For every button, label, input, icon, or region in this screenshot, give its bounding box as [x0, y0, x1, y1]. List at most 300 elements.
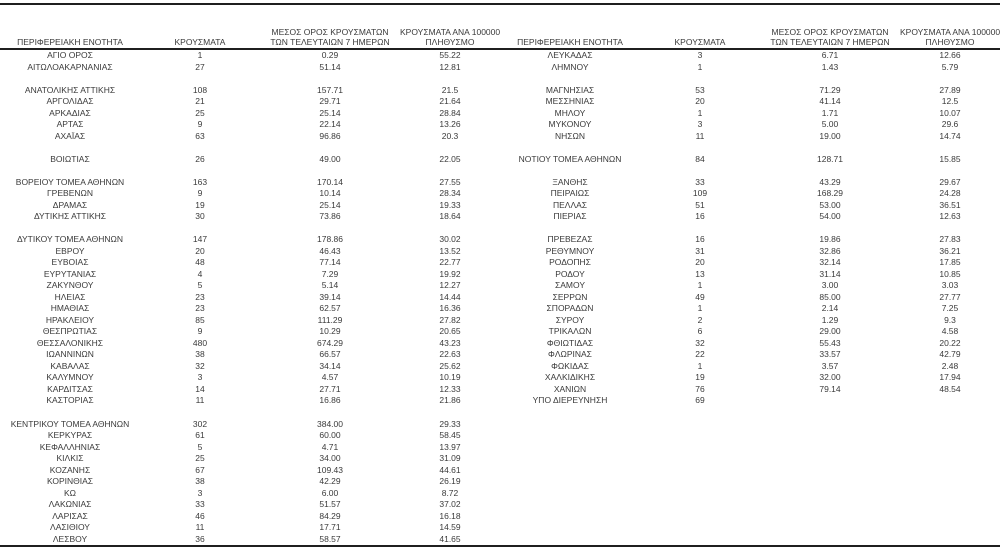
- avg7-value: 29.71: [319, 96, 341, 107]
- table-row: [0, 326, 500, 338]
- table-row: [0, 303, 500, 315]
- avg7-value: 1.29: [821, 314, 839, 325]
- avg7-value: 34.14: [319, 360, 341, 371]
- table-row: [500, 200, 1000, 212]
- table-row: [0, 108, 500, 120]
- region-name: [500, 73, 640, 85]
- spacer-row: [500, 142, 1000, 154]
- per100k-value: 16.18: [439, 510, 461, 521]
- avg7-value: 111.29: [317, 314, 343, 325]
- cases-value: 32: [195, 360, 205, 371]
- avg7-value: [260, 73, 400, 85]
- avg7-value: 85.00: [819, 291, 841, 302]
- cases-value: [140, 407, 260, 419]
- avg7-value: 157.71: [317, 84, 343, 95]
- col-header-avg7-line2: ΤΩΝ ΤΕΛΕΥΤΑΙΩΝ 7 ΗΜΕΡΩΝ: [270, 37, 390, 47]
- per100k-value: 27.82: [439, 314, 461, 325]
- table-row: [0, 315, 500, 327]
- table-row: [500, 292, 1000, 304]
- cases-value: 6: [697, 326, 703, 337]
- region-name: ΑΡΤΑΣ: [56, 119, 84, 130]
- region-name: ΞΑΝΘΗΣ: [552, 176, 588, 187]
- per100k-value: 28.84: [439, 107, 461, 118]
- table-row: [0, 234, 500, 246]
- col-header-avg7: [260, 27, 400, 47]
- region-name: ΕΥΡΥΤΑΝΙΑΣ: [43, 268, 97, 279]
- table-row: [0, 119, 500, 131]
- region-name: ΔΡΑΜΑΣ: [52, 199, 88, 210]
- per100k-value: 19.33: [439, 199, 461, 210]
- cases-value: 30: [195, 211, 205, 222]
- per100k-value: 21.64: [439, 96, 461, 107]
- per100k-value: 26.19: [439, 476, 461, 487]
- table-row: [500, 177, 1000, 189]
- cases-value: 21: [195, 96, 205, 107]
- table-row: [500, 108, 1000, 120]
- per100k-value: 7.25: [941, 303, 959, 314]
- avg7-value: 53.00: [819, 199, 841, 210]
- avg7-value: 60.00: [319, 430, 341, 441]
- avg7-value: 27.71: [319, 383, 341, 394]
- per100k-value: 29.33: [439, 418, 461, 429]
- cases-value: 27: [195, 61, 205, 72]
- cases-value: 11: [195, 522, 205, 533]
- region-name: ΒΟΙΩΤΙΑΣ: [50, 153, 90, 164]
- avg7-value: 42.29: [319, 476, 341, 487]
- avg7-value: 3.57: [821, 360, 839, 371]
- table-row: [500, 211, 1000, 223]
- avg7-value: 77.14: [319, 257, 341, 268]
- region-name: ΡΕΘΥΜΝΟΥ: [545, 245, 595, 256]
- cases-value: 9: [197, 119, 203, 130]
- per100k-value: 25.62: [439, 360, 461, 371]
- per100k-value: 10.85: [939, 268, 961, 279]
- cases-value: 9: [197, 188, 203, 199]
- avg7-value: 96.86: [319, 130, 341, 141]
- col-header-avg7-line2: ΤΩΝ ΤΕΛΕΥΤΑΙΩΝ 7 ΗΜΕΡΩΝ: [770, 37, 890, 47]
- avg7-value: 79.14: [819, 383, 841, 394]
- table-row: [500, 280, 1000, 292]
- col-header-avg7: [760, 27, 900, 47]
- avg7-value: 43.29: [819, 176, 841, 187]
- cases-value: 20: [695, 257, 705, 268]
- avg7-value: 84.29: [319, 510, 341, 521]
- avg7-value: 62.57: [319, 303, 341, 314]
- per100k-value: 31.09: [439, 453, 461, 464]
- region-name: ΑΡΓΟΛΙΔΑΣ: [46, 96, 94, 107]
- avg7-value: 34.00: [319, 453, 341, 464]
- region-name: ΚΟΖΑΝΗΣ: [49, 464, 91, 475]
- region-name: ΡΟΔΟΠΗΣ: [549, 257, 591, 268]
- avg7-value: 25.14: [319, 199, 341, 210]
- avg7-value: 66.57: [319, 349, 341, 360]
- table-row: [0, 246, 500, 258]
- table-row: [0, 442, 500, 454]
- per100k-value: 27.55: [439, 176, 461, 187]
- cases-value: 13: [695, 268, 705, 279]
- region-name: ΑΙΤΩΛΟΑΚΑΡΝΑΝΙΑΣ: [27, 61, 113, 72]
- region-name: [0, 407, 140, 419]
- table-row: [0, 499, 500, 511]
- table-row: [0, 488, 500, 500]
- table-row: [0, 453, 500, 465]
- cases-value: [640, 73, 760, 85]
- region-name: ΝΟΤΙΟΥ ΤΟΜΕΑ ΑΘΗΝΩΝ: [518, 153, 622, 164]
- cases-value: 2: [697, 314, 703, 325]
- per100k-value: 15.85: [939, 153, 961, 164]
- bottom-rule: [0, 545, 1000, 547]
- per100k-value: 13.97: [439, 441, 461, 452]
- region-name: ΦΛΩΡΙΝΑΣ: [548, 349, 592, 360]
- per100k-value: [900, 73, 1000, 85]
- table-row: [0, 522, 500, 534]
- avg7-value: [760, 395, 900, 407]
- per100k-value: 29.67: [939, 176, 961, 187]
- cases-value: [140, 165, 260, 177]
- cases-value: 84: [695, 153, 705, 164]
- region-name: ΘΕΣΠΡΩΤΙΑΣ: [42, 326, 98, 337]
- per100k-value: 27.77: [939, 291, 961, 302]
- table-row: [0, 419, 500, 431]
- cases-value: 33: [695, 176, 705, 187]
- avg7-value: 39.14: [319, 291, 341, 302]
- spacer-row: [0, 165, 500, 177]
- per100k-value: 42.79: [939, 349, 961, 360]
- per100k-value: [900, 165, 1000, 177]
- avg7-value: 33.57: [819, 349, 841, 360]
- cases-value: 19: [695, 372, 705, 383]
- region-name: ΣΠΟΡΑΔΩΝ: [546, 303, 594, 314]
- cases-value: 26: [195, 153, 205, 164]
- per100k-value: 43.23: [439, 337, 461, 348]
- per100k-value: 48.54: [939, 383, 961, 394]
- region-name: ΣΥΡΟΥ: [555, 314, 585, 325]
- table-row: [0, 211, 500, 223]
- avg7-value: 25.14: [319, 107, 341, 118]
- region-name: ΔΥΤΙΚΗΣ ΑΤΤΙΚΗΣ: [33, 211, 107, 222]
- table-row: [500, 303, 1000, 315]
- region-name: ΜΥΚΟΝΟΥ: [548, 119, 592, 130]
- col-header-region: ΠΕΡΙΦΕΡΕΙΑΚΗ ΕΝΟΤΗΤΑ: [517, 37, 623, 47]
- per100k-value: 44.61: [439, 464, 461, 475]
- per100k-value: 18.64: [439, 211, 461, 222]
- region-name: ΝΗΣΩΝ: [554, 130, 586, 141]
- region-name: ΥΠΟ ΔΙΕΡΕΥΝΗΣΗ: [532, 395, 608, 406]
- table-row: [0, 280, 500, 292]
- avg7-value: 51.14: [319, 61, 341, 72]
- region-name: ΑΡΚΑΔΙΑΣ: [49, 107, 91, 118]
- right-table: [500, 5, 1000, 545]
- cases-value: 1: [697, 107, 703, 118]
- cases-value: [640, 223, 760, 235]
- table-row: [500, 257, 1000, 269]
- avg7-value: [760, 223, 900, 235]
- per100k-value: 12.27: [439, 280, 461, 291]
- per100k-value: 14.74: [939, 130, 961, 141]
- region-name: ΡΟΔΟΥ: [555, 268, 585, 279]
- avg7-value: 32.14: [819, 257, 841, 268]
- region-name: ΚΙΛΚΙΣ: [56, 453, 84, 464]
- table-row: [0, 534, 500, 546]
- per100k-value: 30.02: [439, 234, 461, 245]
- table-row: [500, 62, 1000, 74]
- avg7-value: 51.57: [319, 499, 341, 510]
- avg7-value: 4.71: [321, 441, 339, 452]
- table-row: [0, 131, 500, 143]
- per100k-value: 12.33: [439, 383, 461, 394]
- cases-value: [140, 142, 260, 154]
- per100k-value: 17.85: [939, 257, 961, 268]
- region-name: ΛΕΥΚΑΔΑΣ: [547, 50, 593, 60]
- region-name: ΛΑΡΙΣΑΣ: [52, 510, 88, 521]
- per100k-value: 22.63: [439, 349, 461, 360]
- spacer-row: [0, 407, 500, 419]
- table-row: [0, 177, 500, 189]
- avg7-value: 1.71: [821, 107, 839, 118]
- avg7-value: 22.14: [319, 119, 341, 130]
- per100k-value: 21.86: [439, 395, 461, 406]
- table-row: [500, 395, 1000, 407]
- region-name: ΔΥΤΙΚΟΥ ΤΟΜΕΑ ΑΘΗΝΩΝ: [16, 234, 124, 245]
- per100k-value: 55.22: [439, 50, 461, 60]
- table-row: [0, 511, 500, 523]
- per100k-value: 5.79: [941, 61, 959, 72]
- avg7-value: 17.71: [319, 522, 341, 533]
- region-name: ΧΑΛΚΙΔΙΚΗΣ: [544, 372, 596, 383]
- region-name: ΚΕΦΑΛΛΗΝΙΑΣ: [39, 441, 101, 452]
- avg7-value: 71.29: [819, 84, 841, 95]
- avg7-value: 6.71: [821, 50, 839, 60]
- avg7-value: 4.57: [321, 372, 339, 383]
- cases-value: 51: [695, 199, 705, 210]
- region-name: [500, 223, 640, 235]
- avg7-value: [760, 73, 900, 85]
- table-row: [0, 292, 500, 304]
- region-name: ΓΡΕΒΕΝΩΝ: [47, 188, 93, 199]
- cases-value: 11: [195, 395, 205, 406]
- tables-container: [0, 5, 1000, 545]
- right-table-header: [500, 5, 1000, 50]
- cases-value: 1: [697, 61, 703, 72]
- avg7-value: 29.00: [819, 326, 841, 337]
- avg7-value: 19.86: [819, 234, 841, 245]
- cases-value: 36: [195, 533, 205, 544]
- cases-value: 1: [697, 360, 703, 371]
- avg7-value: 55.43: [819, 337, 841, 348]
- avg7-value: 168.29: [817, 188, 843, 199]
- table-row: [500, 315, 1000, 327]
- per100k-value: 58.45: [439, 430, 461, 441]
- per100k-value: 36.21: [939, 245, 961, 256]
- cases-value: [140, 223, 260, 235]
- cases-value: 23: [195, 291, 205, 302]
- per100k-value: [400, 223, 500, 235]
- spacer-row: [500, 223, 1000, 235]
- region-name: ΚΑΡΔΙΤΣΑΣ: [47, 383, 93, 394]
- per100k-value: 41.65: [439, 533, 461, 544]
- cases-value: 85: [195, 314, 205, 325]
- right-table-body: [500, 50, 1000, 407]
- per100k-value: 12.81: [439, 61, 461, 72]
- table-row: [0, 372, 500, 384]
- per100k-value: 8.72: [441, 487, 459, 498]
- table-row: [0, 338, 500, 350]
- avg7-value: 46.43: [319, 245, 341, 256]
- cases-value: 61: [195, 430, 205, 441]
- table-row: [500, 269, 1000, 281]
- per100k-value: [900, 395, 1000, 407]
- avg7-value: 32.86: [819, 245, 841, 256]
- col-header-region: ΠΕΡΙΦΕΡΕΙΑΚΗ ΕΝΟΤΗΤΑ: [17, 37, 123, 47]
- col-header-per100k: [400, 27, 500, 47]
- table-row: [500, 361, 1000, 373]
- cases-value: 1: [697, 303, 703, 314]
- cases-value: 147: [192, 234, 208, 245]
- region-name: ΜΗΛΟΥ: [554, 107, 586, 118]
- avg7-value: 178.86: [317, 234, 343, 245]
- cases-value: 22: [695, 349, 705, 360]
- cases-value: 53: [695, 84, 705, 95]
- cases-value: 20: [195, 245, 205, 256]
- table-row: [0, 349, 500, 361]
- table-row: [500, 188, 1000, 200]
- avg7-value: 54.00: [819, 211, 841, 222]
- avg7-value: 170.14: [317, 176, 343, 187]
- region-name: ΠΕΙΡΑΙΩΣ: [550, 188, 590, 199]
- table-row: [500, 338, 1000, 350]
- table-row: [0, 257, 500, 269]
- per100k-value: 29.6: [941, 119, 959, 130]
- per100k-value: 20.22: [939, 337, 961, 348]
- cases-value: 9: [197, 326, 203, 337]
- table-row: [500, 154, 1000, 166]
- per100k-value: 16.36: [439, 303, 461, 314]
- left-table: [0, 5, 500, 545]
- cases-value: 11: [695, 130, 705, 141]
- region-name: ΚΟΡΙΝΘΙΑΣ: [46, 476, 94, 487]
- avg7-value: 7.29: [321, 268, 339, 279]
- region-name: ΠΡΕΒΕΖΑΣ: [547, 234, 593, 245]
- col-header-cases: ΚΡΟΥΣΜΑΤΑ: [674, 37, 726, 47]
- cases-value: 302: [192, 418, 208, 429]
- avg7-value: 5.14: [321, 280, 339, 291]
- table-row: [0, 476, 500, 488]
- cases-value: 67: [195, 464, 205, 475]
- table-row: [500, 349, 1000, 361]
- cases-value: 48: [195, 257, 205, 268]
- table-row: [0, 269, 500, 281]
- col-header-per100k-line1: ΚΡΟΥΣΜΑΤΑ ΑΝΑ 100000: [400, 27, 501, 37]
- avg7-value: 2.14: [821, 303, 839, 314]
- table-row: [0, 62, 500, 74]
- cases-value: 63: [195, 130, 205, 141]
- region-name: ΛΑΚΩΝΙΑΣ: [48, 499, 92, 510]
- table-row: [500, 96, 1000, 108]
- cases-value: 19: [195, 199, 205, 210]
- region-name: ΛΗΜΝΟΥ: [551, 61, 589, 72]
- cases-value: 31: [695, 245, 705, 256]
- avg7-value: [260, 407, 400, 419]
- table-row: [0, 430, 500, 442]
- spacer-row: [0, 73, 500, 85]
- avg7-value: [760, 142, 900, 154]
- region-name: ΕΥΒΟΙΑΣ: [51, 257, 89, 268]
- region-name: ΘΕΣΣΑΛΟΝΙΚΗΣ: [36, 337, 104, 348]
- per100k-value: [400, 407, 500, 419]
- per100k-value: 14.44: [439, 291, 461, 302]
- col-header-per100k-line2: ΠΛΗΘΥΣΜΟ: [425, 37, 475, 47]
- spacer-row: [500, 165, 1000, 177]
- avg7-value: 0.29: [321, 50, 339, 60]
- table-row: [500, 246, 1000, 258]
- per100k-value: 19.92: [439, 268, 461, 279]
- avg7-value: [260, 142, 400, 154]
- table-row: [500, 50, 1000, 62]
- per100k-value: 10.19: [439, 372, 461, 383]
- region-name: ΣΑΜΟΥ: [554, 280, 585, 291]
- cases-value: 76: [695, 383, 705, 394]
- avg7-value: 10.14: [319, 188, 341, 199]
- cases-value: [140, 73, 260, 85]
- cases-value: [640, 165, 760, 177]
- avg7-value: 3.00: [821, 280, 839, 291]
- per100k-value: 22.77: [439, 257, 461, 268]
- per100k-value: 14.59: [439, 522, 461, 533]
- table-row: [0, 50, 500, 62]
- avg7-value: 5.00: [821, 119, 839, 130]
- per100k-value: 27.83: [939, 234, 961, 245]
- spacer-row: [0, 223, 500, 235]
- per100k-value: 12.63: [939, 211, 961, 222]
- cases-value: 25: [195, 107, 205, 118]
- spacer-row: [0, 142, 500, 154]
- cases-value: 38: [195, 349, 205, 360]
- cases-value: 49: [695, 291, 705, 302]
- cases-value: 25: [195, 453, 205, 464]
- cases-value: 38: [195, 476, 205, 487]
- per100k-value: 36.51: [939, 199, 961, 210]
- avg7-value: 128.71: [817, 153, 843, 164]
- region-name: [0, 73, 140, 85]
- per100k-value: 12.5: [941, 96, 959, 107]
- region-name: [0, 165, 140, 177]
- cases-value: 1: [697, 280, 703, 291]
- col-header-cases: ΚΡΟΥΣΜΑΤΑ: [174, 37, 226, 47]
- col-header-avg7-line1: ΜΕΣΟΣ ΟΡΟΣ ΚΡΟΥΣΜΑΤΩΝ: [771, 27, 889, 37]
- col-header-avg7-line1: ΜΕΣΟΣ ΟΡΟΣ ΚΡΟΥΣΜΑΤΩΝ: [271, 27, 389, 37]
- avg7-value: 58.57: [319, 533, 341, 544]
- table-row: [0, 465, 500, 477]
- table-row: [0, 188, 500, 200]
- table-row: [0, 395, 500, 407]
- avg7-value: 674.29: [317, 337, 343, 348]
- cases-value: 109: [692, 188, 708, 199]
- region-name: [0, 142, 140, 154]
- table-row: [500, 131, 1000, 143]
- cases-value: 46: [195, 510, 205, 521]
- cases-value: 3: [197, 487, 203, 498]
- per100k-value: 22.05: [439, 153, 461, 164]
- avg7-value: 10.29: [319, 326, 341, 337]
- per100k-value: 9.3: [944, 314, 956, 325]
- region-name: ΣΕΡΡΩΝ: [552, 291, 588, 302]
- per100k-value: 28.34: [439, 188, 461, 199]
- col-header-per100k-line2: ΠΛΗΘΥΣΜΟ: [925, 37, 975, 47]
- table-row: [500, 234, 1000, 246]
- avg7-value: [760, 165, 900, 177]
- cases-value: 69: [695, 395, 705, 406]
- region-name: ΜΕΣΣΗΝΙΑΣ: [545, 96, 595, 107]
